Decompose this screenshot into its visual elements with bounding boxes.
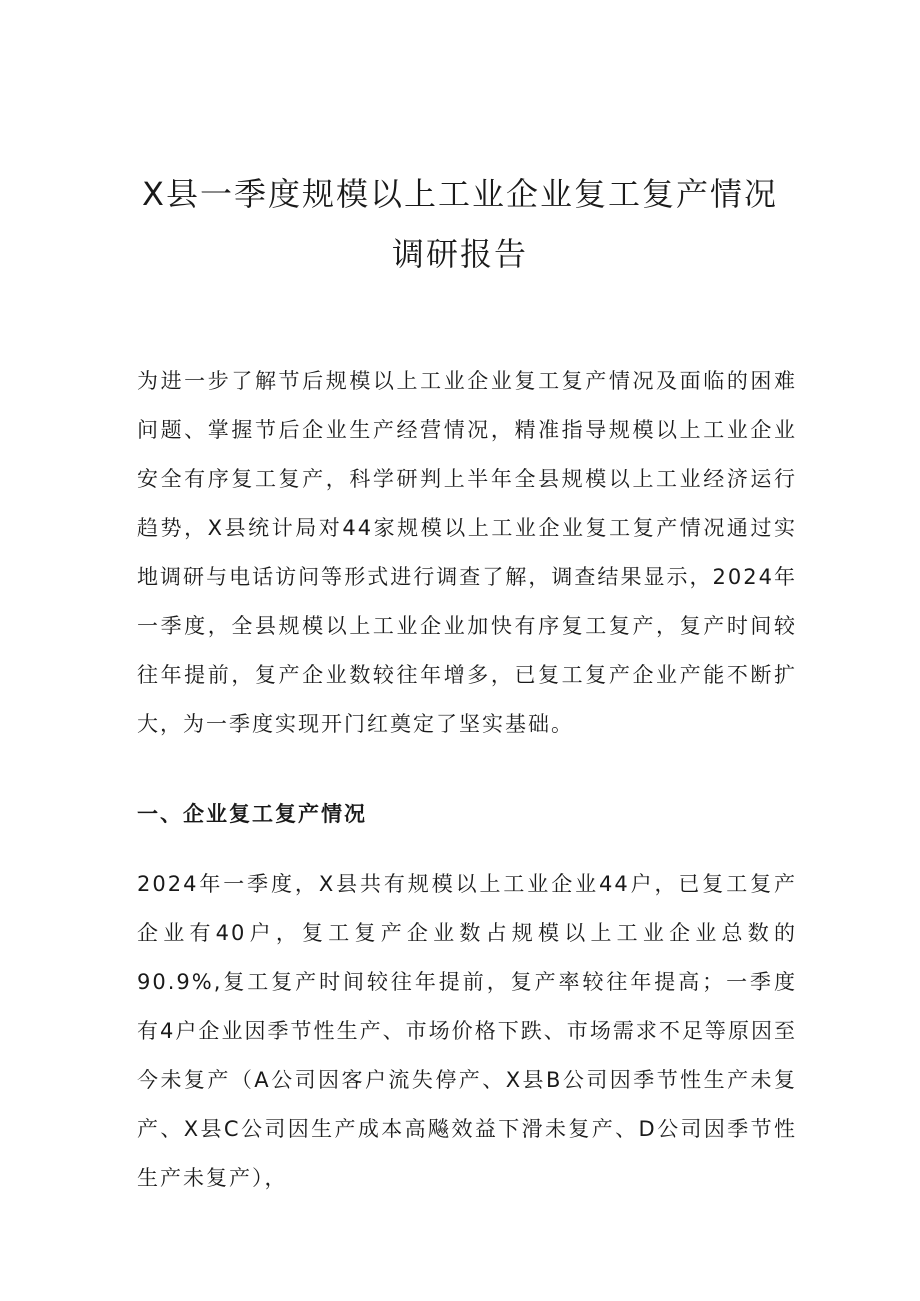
document-title-line-2: 调研报告 [391,235,528,273]
section-1-paragraph: 2024年一季度，X县共有规模以上工业企业44户，已复工复产企业有40户，复工复产企业数占规模以上工业企业总数的90.9%,复工复产时间较往年提前，复产率较往年提高；一季度有4户企业因季节性生产、市场价格下跌、市场需求不足等原因至今未复产（A公司因客户流失停产、X县B公司因季节性生产未复产、X县C公司因生产成本高飚效益下滑未复产、D公司因季节性生产未复产）， [137,872,797,1190]
section-heading-1: 一、企业复工复产情况 [137,802,367,826]
document-title-line-1: X县一季度规模以上工业企业复工复产情况 [142,175,778,213]
intro-paragraph: 为进一步了解节后规模以上工业企业复工复产情况及面临的困难问题、掌握节后企业生产经营情况，精准指导规模以上工业企业安全有序复工复产，科学研判上半年全县规模以上工业经济运行趋势，X县统计局对44家规模以上工业企业复工复产情况通过实地调研与电话访问等形式进行调查了解，调查结果显示，2024年一季度，全县规模以上工业企业加快有序复工复产，复产时间较往年提前，复产企业数较往年增多，已复工复产企业产能不断扩大，为一季度实现开门红奠定了坚实基础。 [137,369,797,736]
